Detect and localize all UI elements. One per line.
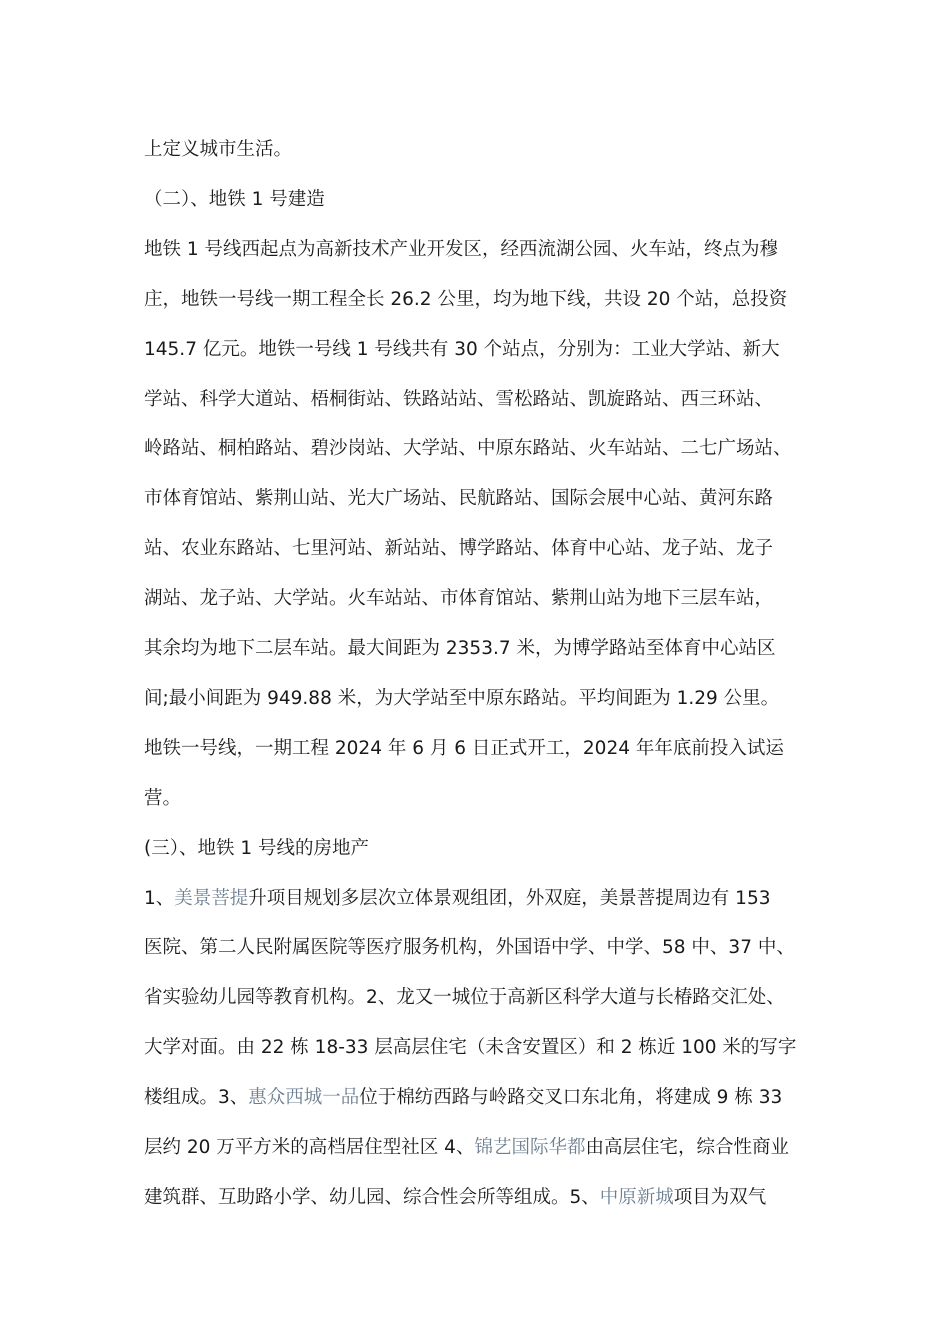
text-line [144, 337, 780, 363]
text-span: 位于棉纺西路与岭路交叉口东北角，将建成 9 栋 33 [359, 1087, 783, 1109]
text-line [144, 387, 773, 413]
text-span: 项目为双气 [673, 1186, 767, 1208]
text-span: 升项目规划多层次立体景观组团，外双庭，美景菩提周边有 153 [248, 887, 771, 909]
text-line [144, 187, 325, 213]
text-span: 145.7 亿元。地铁一号线 1 号线共有 30 个站点，分别为：工业大学站、新大 [144, 338, 780, 360]
text-span: 岭路站、桐柏路站、碧沙岗站、大学站、中原东路站、火车站站、二七广场站、 [144, 438, 792, 460]
text-span: 地铁一号线，一期工程 2024 年 6 月 6 日正式开工，2024 年年底前投入试运 [144, 737, 784, 759]
text-line [144, 935, 795, 961]
text-span: 建筑群、互助路小学、幼儿园、综合性会所等组成。5、 [144, 1186, 600, 1208]
text-line [144, 636, 776, 662]
text-span: 间;最小间距为 949.88 米，为大学站至中原东路站。平均间距为 1.29 公里。 [144, 687, 780, 709]
text-span: 营。 [144, 787, 182, 809]
text-span: 庄，地铁一号线一期工程全长 26.2 公里，均为地下线，共设 20 个站，总投资 [144, 288, 788, 310]
highlighted-project-name: 惠众西城一品 [248, 1087, 360, 1109]
text-line [144, 436, 792, 462]
text-span: 市体育馆站、紫荆山站、光大广场站、民航路站、国际会展中心站、黄河东路 [144, 488, 774, 510]
text-line [144, 736, 784, 762]
text-span: 1、 [144, 887, 175, 909]
text-line [144, 786, 181, 812]
highlighted-project-name: 锦艺国际华都 [474, 1137, 586, 1158]
text-span: 站、农业东路站、七里河站、新站站、博学路站、体育中心站、龙子站、龙子 [144, 538, 774, 560]
text-span: (三）、地铁 1 号线的房地产 [144, 837, 370, 859]
text-line [144, 586, 773, 612]
text-line [144, 686, 779, 712]
text-span: 湖站、龙子站、大学站。火车站站、市体育馆站、紫荆山站为地下三层车站， [144, 588, 774, 610]
text-span: 省实验幼儿园等教育机构。2、龙又一城位于高新区科学大道与长椿路交汇处、 [144, 987, 785, 1009]
text-line [144, 137, 292, 163]
text-line [144, 536, 773, 562]
text-span: 其余均为地下二层车站。最大间距为 2353.7 米，为博学路站至体育中心站区 [144, 638, 776, 659]
text-span: 上定义城市生活。 [144, 139, 293, 160]
text-span: 学站、科学大道站、梧桐街站、铁路站站、雪松路站、凯旋路站、西三环站、 [144, 388, 774, 410]
text-span: （二）、地铁 1 号建造 [144, 188, 325, 210]
text-span: 地铁 1 号线西起点为高新技术产业开发区，经西流湖公园、火车站，终点为穆 [144, 238, 779, 260]
text-line [144, 1135, 789, 1161]
text-line [144, 1185, 766, 1211]
text-line [144, 1085, 782, 1111]
text-line [144, 985, 785, 1011]
text-line [144, 287, 787, 313]
highlighted-project-name: 中原新城 [599, 1186, 674, 1208]
text-span: 由高层住宅，综合性商业 [585, 1137, 789, 1158]
text-span: 楼组成。3、 [144, 1087, 249, 1109]
highlighted-project-name: 美景菩提 [174, 887, 249, 909]
text-line [144, 486, 773, 512]
text-line [144, 1035, 796, 1061]
text-line [144, 836, 369, 862]
text-span: 层约 20 万平方米的高档居住型社区 4、 [144, 1137, 475, 1158]
text-span: 医院、第二人民附属医院等医疗服务机构，外国语中学、中学、58 中、37 中、 [144, 937, 795, 959]
text-span: 大学对面。由 22 栋 18-33 层高层住宅（未含安置区）和 2 栋近 100 米的写字 [144, 1037, 797, 1059]
text-line [144, 237, 778, 263]
text-line [144, 886, 771, 912]
